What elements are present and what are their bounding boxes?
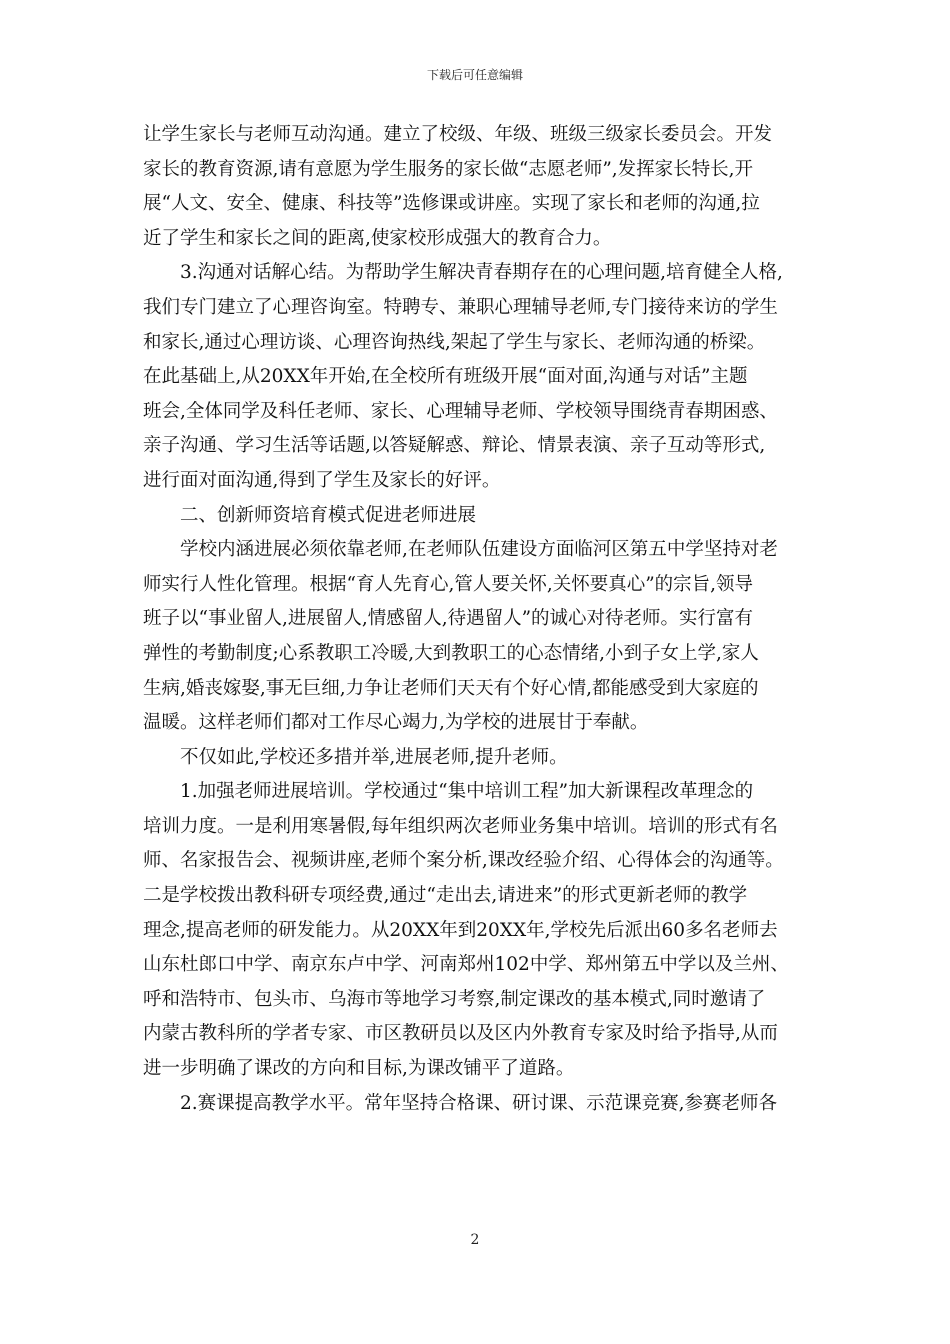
paragraph: 让学生家长与老师互动沟通。建立了校级、年级、班级三级家长委员会。开发 家长的教育资源,请有意愿为学生服务的家长做“志愿老师”,发挥家长特长,开 展“人文、安全、健康、科技等”选修课或讲座。实现了家长和老师的沟通,拉 近了学生和家长之间的距离,使家校形成强大的教育合力。 [143,124,773,249]
paragraph: 2.赛课提高教学水平。常年坚持合格课、研讨课、示范课竞赛,参赛老师各 [143,1092,778,1114]
paragraph: 1.加强老师进展培训。学校通过“集中培训工程”加大新课程改革理念的 培训力度。一是利用寒暑假,每年组织两次老师业务集中培训。培训的形式有名 师、名家报告会、视频讲座,老师个案分析,课改经验介绍、心得体会的沟通等。 二是学校拨出教科研专项经费,通过“走出去,请进来”的形式更新老师的教学 理念,提高老师的研发能力。从20XX年到20XX年,学校先后派出60多名老师去 山东杜郎口中学、南京东卢中学、河南郑州102中学、郑州第五中学以及兰州、 呼和浩特市、包头市、乌海市等地学习考察,制定课改的基本模式,同时邀请了 内蒙古教科所的学者专家、市区教研员以及区内外教育专家及时给予指导,从而 进一步明确了课改的方向和目标,为课改铺平了道路。 [143,781,789,1080]
document-body [143,118,811,1121]
section-heading: 二、创新师资培育模式促进老师进展 [143,504,477,526]
page-number: 2 [470,1232,480,1248]
paragraph: 不仅如此,学校还多措并举,进展老师,提升老师。 [143,746,568,768]
page-header: 下载后可任意编辑 [426,68,523,82]
paragraph: 学校内涵进展必须依靠老师,在老师队伍建设方面临河区第五中学坚持对老 师实行人性化管理。根据“育人先育心,管人要关怀,关怀要真心”的宗旨,领导 班子以“事业留人,进展留人,情感留人,待遇留人”的诚心对待老师。实行富有 弹性的考勤制度;心系教职工冷暖,大到教职工的心态情绪,小到子女上学,家人 生病,婚丧嫁娶,事无巨细,力争让老师们天天有个好心情,都能感受到大家庭的 温暖。这样老师们都对工作尽心竭力,为学校的进展甘于奉献。 [143,539,778,734]
paragraph: 3.沟通对话解心结。为帮助学生解决青春期存在的心理问题,培育健全人格, 我们专门建立了心理咨询室。特聘专、兼职心理辅导老师,专门接待来访的学生 和家长,通过心理访谈、心理咨询热线,架起了学生与家长、老师沟通的桥梁。 在此基础上,从20XX年开始,在全校所有班级开展“面对面,沟通与对话”主题 班会,全体同学及科任老师、家长、心理辅导老师、学校领导围绕青春期困惑、 亲子沟通、学习生活等话题,以答疑解惑、辩论、情景表演、亲子互动等形式, 进行面对面沟通,得到了学生及家长的好评。 [143,262,783,491]
